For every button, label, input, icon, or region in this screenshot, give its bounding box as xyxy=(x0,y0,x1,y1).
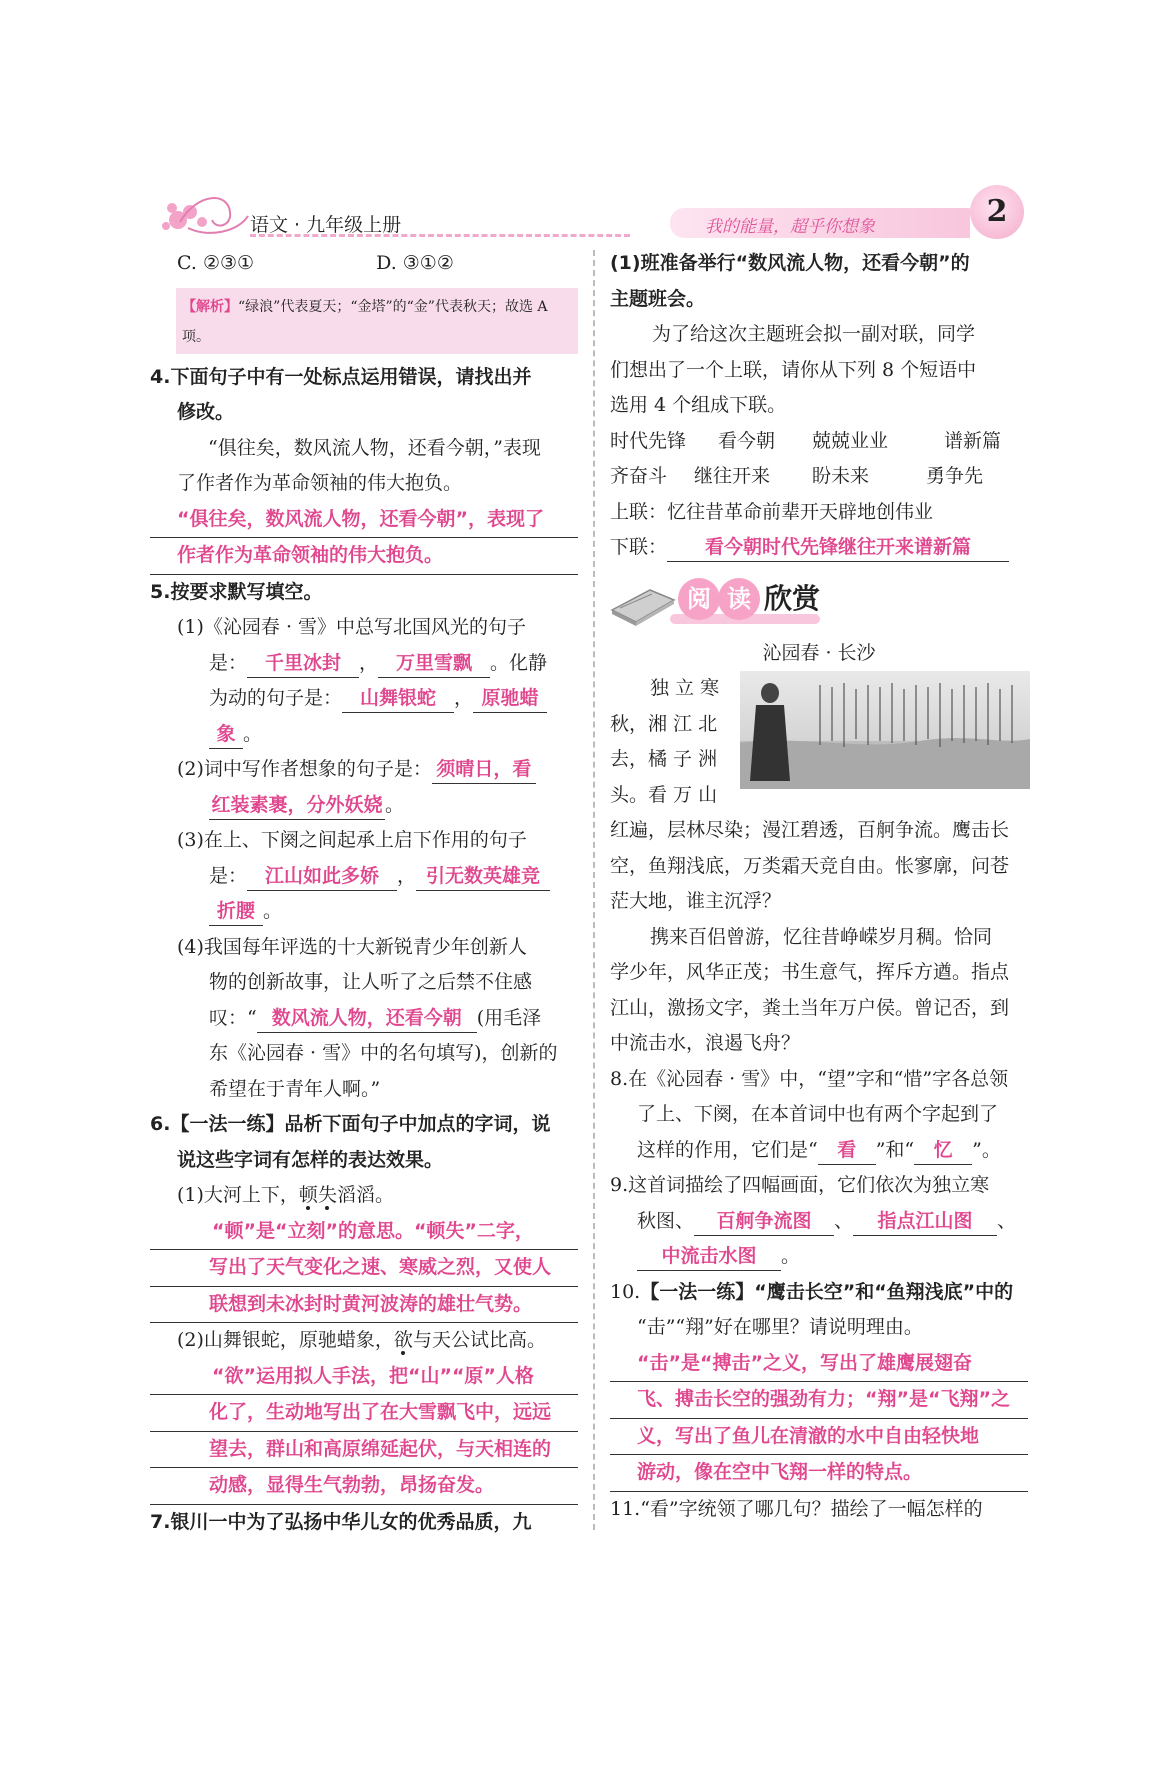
punctuation: ， xyxy=(397,864,417,887)
poem-line: 携来百侣曾游，忆往昔峥嵘岁月稠。恰同 xyxy=(650,925,993,948)
prompt-text: (1)《沁园春 · 雪》中总写北国风光的句子 xyxy=(177,616,527,638)
prompt-text: 是： xyxy=(209,864,248,887)
question-stem: 这首词描绘了四幅画面，它们依次为独立寒 xyxy=(628,1174,990,1196)
answer-blank: 象 xyxy=(209,720,243,749)
phrase: 兢兢业业 xyxy=(812,429,889,452)
question-4 xyxy=(150,360,578,575)
answer-blank: 百舸争流图 xyxy=(694,1207,834,1236)
reading-section-banner xyxy=(610,574,1028,630)
answer-line: “欲”运用拟人手法，把“山”“原”人格 xyxy=(150,1359,578,1396)
answer-blank: 数风流人物，还看今朝 xyxy=(257,1004,477,1033)
question-stem: “击”“翔”好在哪里？请说明理由。 xyxy=(637,1316,923,1338)
photo-image xyxy=(740,671,1030,789)
answer-blank: 原驰蜡 xyxy=(473,684,547,713)
prompt-text: 物的创新故事，让人听了之后禁不住感 xyxy=(209,971,533,993)
option-d: D. ③①② xyxy=(376,252,454,274)
upper-couplet: 上联：忆往昔革命前辈开天辟地创伟业 xyxy=(610,500,934,523)
question-stem: 这样的作用，它们是“ xyxy=(637,1138,818,1161)
prompt-text: (用毛泽 xyxy=(476,1006,542,1029)
prompt-text: 选用 4 个组成下联。 xyxy=(610,394,787,416)
poem-line: 茫大地，谁主沉浮？ xyxy=(610,890,782,912)
flower-ornament-icon xyxy=(158,182,253,242)
header-divider xyxy=(250,234,630,237)
answer-line: 游动，像在空中飞翔一样的特点。 xyxy=(610,1455,1028,1492)
analysis-tag: 【解析】 xyxy=(182,298,238,315)
banner-title: 欣赏 xyxy=(764,581,821,615)
sentence-text: 与天公试比高。 xyxy=(412,1329,546,1351)
lower-couplet-label: 下联： xyxy=(610,536,668,558)
question-8 xyxy=(610,1062,1028,1169)
answer-blank: 红装素裹，分外妖娆 xyxy=(209,791,385,820)
answer-line: “顿”是“立刻”的意思。“顿失”二字， xyxy=(150,1214,578,1251)
analysis-text-2: 项。 xyxy=(182,328,210,345)
slogan-text: 我的能量，超乎你想象 xyxy=(705,217,875,237)
answer-line: 动感，显得生气勃勃，昂扬奋发。 xyxy=(150,1468,578,1505)
phrase: 谱新篇 xyxy=(944,429,1002,452)
left-column xyxy=(150,246,578,1540)
banner-char-circle: 阅 xyxy=(678,578,720,620)
question-stem: 秋图、 xyxy=(637,1209,695,1232)
answer-blank: 山舞银蛇 xyxy=(342,684,454,713)
question-9 xyxy=(610,1168,1028,1275)
quoted-sentence: “俱往矣，数风流人物，还看今朝，”表现 xyxy=(208,436,541,459)
question-stem: 修改。 xyxy=(177,401,235,423)
answer-blank: 指点江山图 xyxy=(853,1207,997,1236)
punctuation: 。 xyxy=(263,900,283,922)
phrase: 齐奋斗 xyxy=(610,465,668,487)
book-icon xyxy=(610,580,676,626)
prompt-text: 。化静 xyxy=(490,651,548,674)
prompt-text: 东《沁园春 · 雪》中的名句填写)，创新的 xyxy=(209,1042,558,1064)
prompt-text: 们想出了一个上联，请你从下列 8 个短语中 xyxy=(610,358,977,381)
question-6 xyxy=(150,1107,578,1505)
question-number: 9. xyxy=(610,1174,629,1196)
answer-line: “击”是“搏击”之义，写出了雄鹰展翅奋 xyxy=(610,1346,1028,1383)
punctuation: 。 xyxy=(243,722,263,745)
answer-blank: 折腰 xyxy=(209,897,263,926)
answer-blank: 看今朝时代先锋继往开来谱新篇 xyxy=(667,533,1009,562)
punctuation: ， xyxy=(359,651,379,674)
sentence-text: (1)大河上下， xyxy=(177,1184,299,1206)
prompt-text: 为动的句子是： xyxy=(209,687,343,709)
poem-line: 秋，湘 江 北 xyxy=(610,712,718,735)
answer-blank: 中流击水图 xyxy=(637,1242,781,1271)
banner-char-circle: 读 xyxy=(718,578,760,620)
question-stem: 银川一中为了弘扬中华儿女的优秀品质，九 xyxy=(170,1510,532,1533)
dotted-word: 欲 xyxy=(393,1329,413,1351)
question-number: 5. xyxy=(150,580,171,603)
sentence-text: (2)山舞银蛇，原驰蜡象， xyxy=(177,1329,394,1351)
punctuation: 、 xyxy=(997,1209,1017,1232)
analysis-box xyxy=(176,288,578,354)
page-number: 2 xyxy=(970,185,1024,239)
answer-blank: 看 xyxy=(818,1136,876,1165)
book-title: 语文 · 九年级上册 xyxy=(250,214,402,236)
sentence-text: 滔滔。 xyxy=(336,1184,394,1206)
poem-line: 空，鱼翔浅底，万类霜天竞自由。怅寥廓，问苍 xyxy=(610,854,1010,877)
question-number: 8. xyxy=(610,1067,629,1090)
answer-blank: 千里冰封 xyxy=(247,649,359,678)
answer-line: “俱往矣，数风流人物，还看今朝”，表现了 xyxy=(150,502,578,539)
question-7 xyxy=(150,1505,578,1541)
answer-line: 飞、搏击长空的强劲有力；“翔”是“飞翔”之 xyxy=(610,1382,1028,1419)
question-stem: ”和“ xyxy=(875,1138,915,1161)
punctuation: 。 xyxy=(781,1245,801,1267)
punctuation: 。 xyxy=(385,793,405,816)
poem-line: 中流击水，浪遏飞舟？ xyxy=(610,1032,801,1054)
prompt-text: (4)我国每年评选的十大新锐青少年创新人 xyxy=(177,935,527,958)
question-number: 7. xyxy=(150,1510,171,1533)
question-stem: “看”字统领了哪几句？描绘了一幅怎样的 xyxy=(640,1497,983,1520)
poem-line: 去，橘 子 洲 xyxy=(610,748,718,770)
phrase: 勇争先 xyxy=(926,465,984,487)
question-stem: ”。 xyxy=(972,1138,1001,1161)
poem-line: 学少年，风华正茂；书生意气，挥斥方遒。指点 xyxy=(610,961,1010,983)
question-7-continued xyxy=(610,246,1028,566)
options-row xyxy=(150,246,578,282)
prompt-text: 为了给这次主题班会拟一副对联，同学 xyxy=(652,323,976,345)
dotted-word: 失 xyxy=(317,1184,337,1206)
answer-line: 化了，生动地写出了在大雪飘飞中，远远 xyxy=(150,1395,578,1432)
prompt-text: 希望在于青年人啊。” xyxy=(209,1077,381,1100)
question-stem: 主题班会。 xyxy=(610,287,706,310)
answer-line: 联想到未冰封时黄河波涛的雄壮气势。 xyxy=(150,1287,578,1324)
answer-line: 作者作为革命领袖的伟大抱负。 xyxy=(150,538,578,575)
poem-line: 红遍，层林尽染；漫江碧透，百舸争流。鹰击长 xyxy=(610,819,1010,841)
poem-line: 独 立 寒 xyxy=(650,677,720,699)
prompt-text: (3)在上、下阕之间起承上启下作用的句子 xyxy=(177,829,527,851)
phrase: 看今朝 xyxy=(718,429,776,452)
answer-blank: 忆 xyxy=(914,1136,972,1165)
phrase-row xyxy=(610,459,1028,495)
question-stem: 按要求默写填空。 xyxy=(170,580,323,603)
answer-blank: 须晴日，看 xyxy=(432,755,536,784)
prompt-text: (2)词中写作者想象的句子是： xyxy=(177,758,432,780)
phrase: 继往开来 xyxy=(694,465,771,487)
punctuation: 、 xyxy=(834,1209,854,1232)
prompt-text: 叹：“ xyxy=(209,1006,257,1029)
question-stem: 【一法一练】品析下面句子中加点的字词，说 xyxy=(170,1113,551,1135)
poem-body xyxy=(610,671,1028,1062)
answer-line: 义，写出了鱼儿在清澈的水中自由轻快地 xyxy=(610,1419,1028,1456)
answer-blank: 万里雪飘 xyxy=(378,649,490,678)
phrase: 盼未来 xyxy=(812,465,870,487)
question-5 xyxy=(150,575,578,1108)
phrase-row xyxy=(610,424,1028,460)
answer-blank: 江山如此多娇 xyxy=(247,862,397,891)
poem-line: 头。看 万 山 xyxy=(610,783,718,806)
column-divider xyxy=(593,250,595,1530)
analysis-text: “绿浪”代表夏天；“金塔”的“金”代表秋天；故选 A xyxy=(238,298,548,315)
question-stem: 下面句子中有一处标点运用错误，请找出并 xyxy=(170,365,532,388)
question-stem: 了上、下阕，在本首词中也有两个字起到了 xyxy=(637,1103,999,1125)
answer-line: 望去，群山和高原绵延起伏，与天相连的 xyxy=(150,1432,578,1469)
question-10 xyxy=(610,1275,1028,1492)
question-stem: 在《沁园春 · 雪》中，“望”字和“惜”字各总领 xyxy=(628,1067,1009,1090)
answer-line: 写出了天气变化之速、寒威之烈，又使人 xyxy=(150,1250,578,1287)
question-number: 10. xyxy=(610,1280,641,1303)
option-c: C. ②③① xyxy=(177,252,255,274)
dotted-word: 顿 xyxy=(298,1184,318,1206)
poem-line: 江山，激扬文字，粪土当年万户侯。曾记否，到 xyxy=(610,996,1010,1019)
question-11 xyxy=(610,1492,1028,1528)
question-stem: (1)班准备举行“数风流人物，还看今朝”的 xyxy=(610,252,970,274)
question-number: 11. xyxy=(610,1497,641,1520)
punctuation: ， xyxy=(454,687,474,709)
poem-title: 沁园春 · 长沙 xyxy=(762,641,876,664)
question-number: 6. xyxy=(150,1113,171,1135)
right-column xyxy=(610,246,1028,1527)
question-stem: 说这些字词有怎样的表达效果。 xyxy=(177,1148,444,1171)
prompt-text: 是： xyxy=(209,651,248,674)
answer-blank: 引无数英雄竞 xyxy=(416,862,550,891)
question-number: 4. xyxy=(150,365,171,388)
phrase: 时代先锋 xyxy=(610,429,687,452)
quoted-sentence: 了作者作为革命领袖的伟大抱负。 xyxy=(177,472,463,494)
question-stem: 【一法一练】“鹰击长空”和“鱼翔浅底”中的 xyxy=(640,1280,1014,1303)
